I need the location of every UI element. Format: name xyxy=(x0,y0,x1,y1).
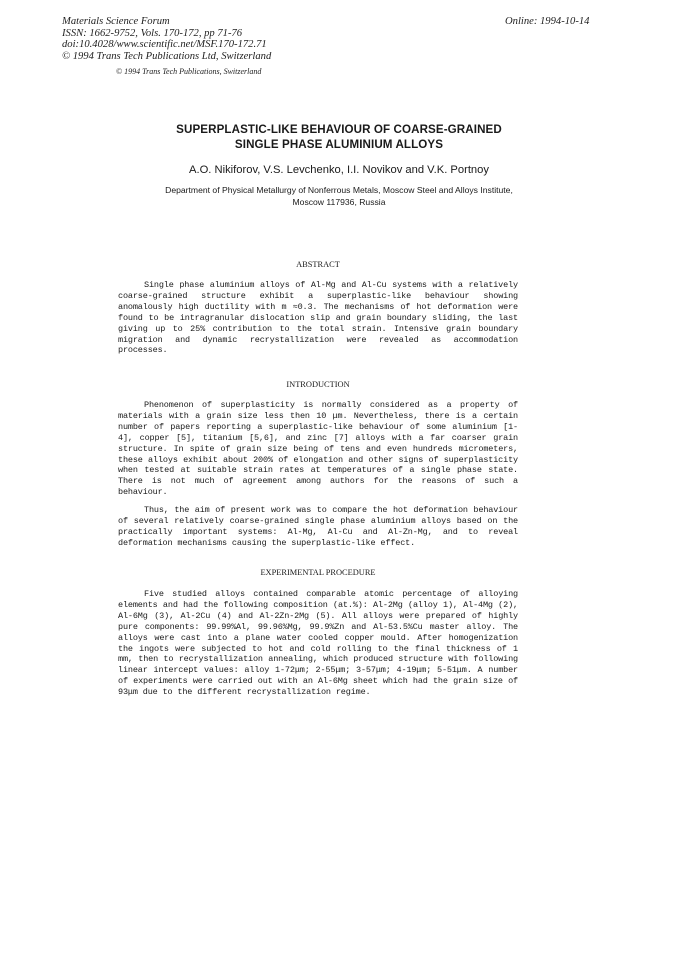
author-list: A.O. Nikiforov, V.S. Levchenko, I.I. Novikov and V.K. Portnoy xyxy=(189,164,489,176)
abstract-body xyxy=(118,280,518,356)
abstract-paragraph: Single phase aluminium alloys of Al-Mg and Al-Cu systems with a relatively coarse-grained structure exhibit a superplastic-like behaviour showing anomalously high ductility with m ≈0.3. The mechanisms of hot deformation were found to be intragranular dislocation slip and grain boundary sliding, the last giving up to 25% contribution to the total strain. Intensive grain boundary migration and dynamic recrystallization were revealed as accommodation processes. xyxy=(118,280,518,356)
abstract-heading: ABSTRACT xyxy=(296,260,340,269)
introduction-heading: INTRODUCTION xyxy=(286,380,350,389)
journal-name: Materials Science Forum xyxy=(62,16,170,27)
introduction-paragraph-2: Thus, the aim of present work was to compare the hot deformation behaviour of several relatively coarse-grained single phase aluminium alloys based on the practically important systems: Al-Mg, Al-Cu and Al-Zn-Mg, and to reveal deformation mechanisms causing the superplastic-like effect. xyxy=(118,505,518,548)
affiliation-line-1: Department of Physical Metallurgy of Nonferrous Metals, Moscow Steel and Alloys Institute, xyxy=(165,185,513,195)
title-line-1: SUPERPLASTIC-LIKE BEHAVIOUR OF COARSE-GRAINED xyxy=(176,123,502,136)
experimental-paragraph-1: Five studied alloys contained comparable atomic percentage of alloying elements and had the following composition (at.%): Al-2Mg (alloy 1), Al-4Mg (2), Al-6Mg (3), Al-2Cu (4) and Al-2Zn-2Mg (5). All alloys were prepared of highly pure components: 99.99%Al, 99.96%Mg, 99.9%Zn and Al-53.5%Cu master alloy. The alloys were cast into a plane water cooled copper mould. After homogenization the ingots were subjected to hot and cold rolling to the final thickness of 1 mm, then to recrystallization annealing, which produced structure with following linear intercept values: alloy 1-72μm; 2-55μm; 3-57μm; 4-19μm; 5-51μm. A number of experiments were carried out with an Al-6Mg sheet which had the grain size of 93μm due to the different recrystallization regime. xyxy=(118,589,518,698)
title-line-2: SINGLE PHASE ALUMINIUM ALLOYS xyxy=(234,138,444,151)
experimental-body xyxy=(118,589,518,698)
experimental-heading: EXPERIMENTAL PROCEDURE xyxy=(260,568,376,577)
affiliation-line-2: Moscow 117936, Russia xyxy=(292,196,386,207)
copyright-line: © 1994 Trans Tech Publications Ltd, Switzerland xyxy=(62,50,272,62)
issn-line: ISSN: 1662-9752, Vols. 170-172, pp 71-76 xyxy=(62,27,243,39)
paper-title xyxy=(95,122,583,152)
introduction-body xyxy=(118,400,518,498)
online-date: Online: 1994-10-14 xyxy=(505,16,590,27)
doi-line: doi:10.4028/www.scientific.net/MSF.170-172.71 xyxy=(62,39,267,51)
introduction-paragraph-1: Phenomenon of superplasticity is normally considered as a property of materials with a grain size less then 10 μm. Nevertheless, there is a certain number of papers reporting a superplastic-like behaviour of some aluminium [1-4], copper [5], titanium [5,6], and zinc [7] alloys with a far coarser grain structure. In spite of grain size being of tens and even hundreds micrometers, these alloys exhibit about 200% of elongation and other signs of superplasticity when tested at suitable strain rates at temperatures of a single phase state. There is not much of agreement among authors for the reasons of such a behaviour. xyxy=(118,400,518,498)
copyright-small: © 1994 Trans Tech Publications, Switzerland xyxy=(116,67,262,76)
affiliation xyxy=(98,185,580,208)
introduction-body-2 xyxy=(118,505,518,549)
